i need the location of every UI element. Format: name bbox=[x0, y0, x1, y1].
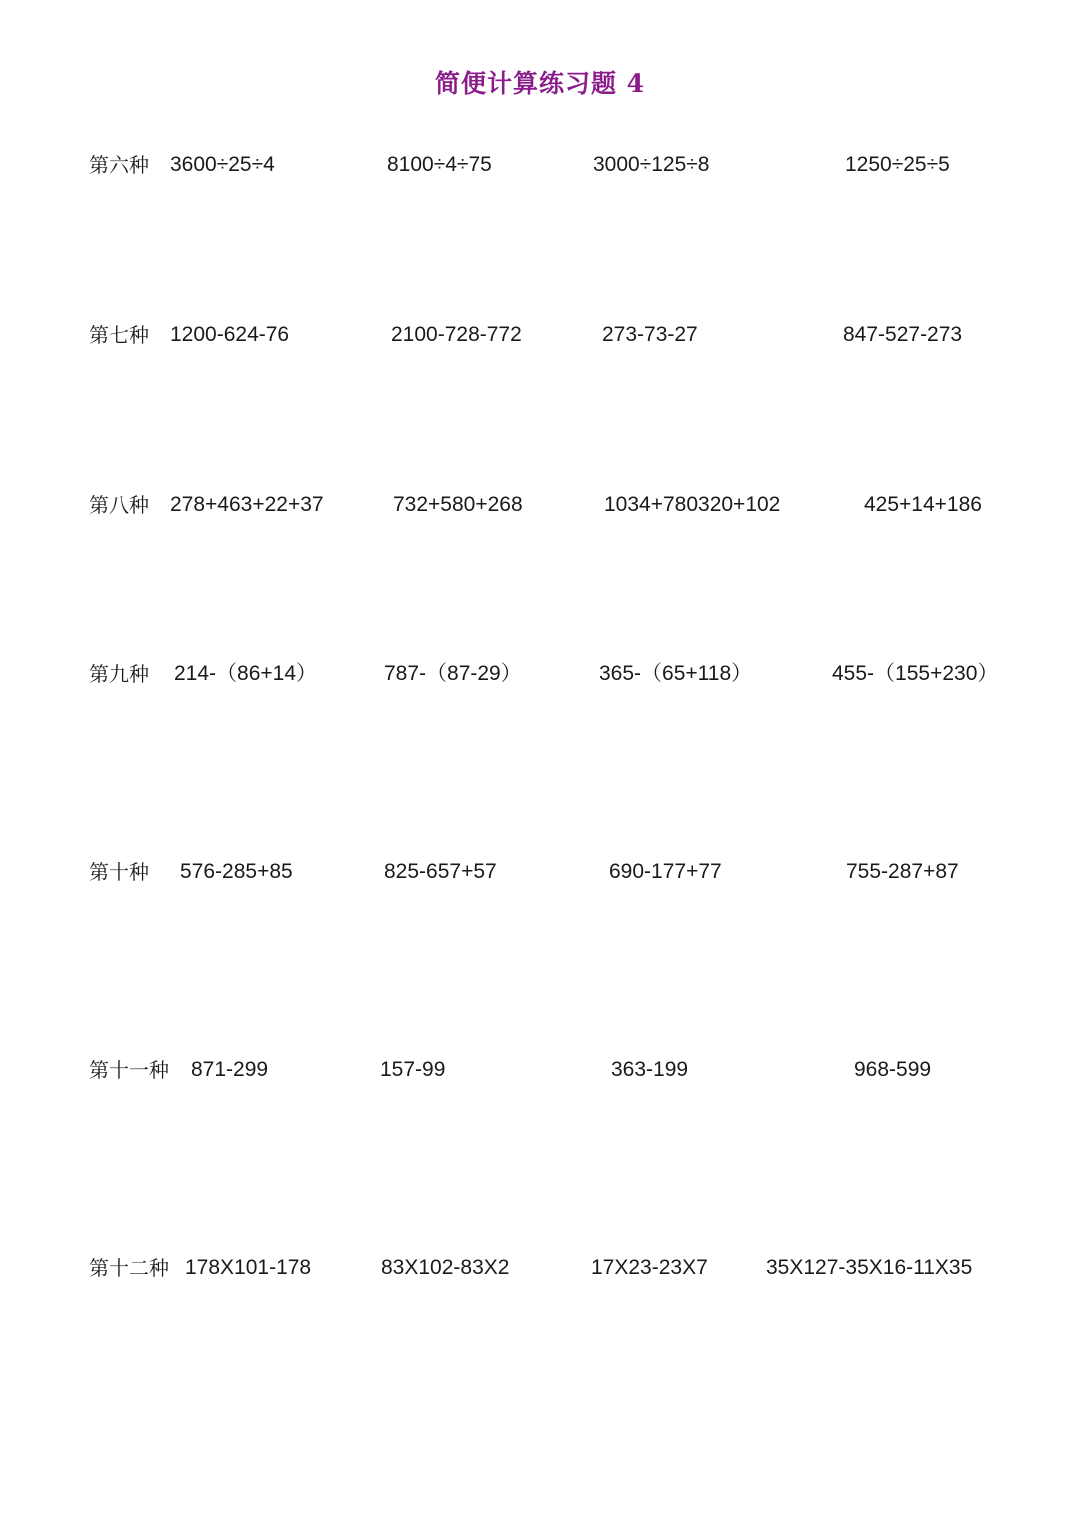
section-row bbox=[0, 659, 1080, 689]
problem: 755-287+87 bbox=[846, 860, 959, 883]
problem: 363-199 bbox=[611, 1058, 689, 1081]
section-row bbox=[0, 1055, 1080, 1085]
problem: 787-（87-29） bbox=[384, 662, 522, 685]
problem: 35X127-35X16-11X35 bbox=[766, 1256, 973, 1279]
problem: 3600÷25÷4 bbox=[170, 153, 275, 176]
problem: 83X102-83X2 bbox=[381, 1256, 510, 1279]
problem: 1200-624-76 bbox=[170, 323, 290, 346]
section-label: 第六种 bbox=[89, 153, 149, 177]
section-label: 第十二种 bbox=[89, 1256, 169, 1280]
problem: 825-657+57 bbox=[384, 860, 497, 883]
problem: 157-99 bbox=[380, 1058, 446, 1081]
section-row bbox=[0, 150, 1080, 180]
section-label: 第八种 bbox=[89, 493, 149, 517]
problem: 847-527-273 bbox=[843, 323, 963, 346]
section-row bbox=[0, 857, 1080, 887]
problem: 455-（155+230） bbox=[832, 662, 999, 685]
problem: 576-285+85 bbox=[180, 860, 293, 883]
problem: 365-（65+118） bbox=[599, 662, 753, 685]
problem: 968-599 bbox=[854, 1058, 932, 1081]
problem: 1034+780320+102 bbox=[604, 493, 781, 516]
problem: 871-299 bbox=[191, 1058, 269, 1081]
problem: 1250÷25÷5 bbox=[845, 153, 950, 176]
problem: 425+14+186 bbox=[864, 493, 982, 516]
section-row bbox=[0, 1253, 1080, 1283]
problem: 8100÷4÷75 bbox=[387, 153, 492, 176]
problem: 278+463+22+37 bbox=[170, 493, 324, 516]
problem: 214-（86+14） bbox=[174, 662, 318, 685]
section-row bbox=[0, 490, 1080, 520]
section-label: 第七种 bbox=[89, 323, 149, 347]
page-title: 简便计算练习题 4 bbox=[434, 69, 646, 98]
problem: 690-177+77 bbox=[609, 860, 722, 883]
section-label: 第十种 bbox=[89, 860, 149, 884]
section-row bbox=[0, 320, 1080, 350]
problem: 17X23-23X7 bbox=[591, 1256, 708, 1279]
problem: 178X101-178 bbox=[185, 1256, 312, 1279]
problem: 732+580+268 bbox=[393, 493, 523, 516]
problem: 3000÷125÷8 bbox=[593, 153, 710, 176]
section-label: 第十一种 bbox=[89, 1058, 169, 1082]
problem: 273-73-27 bbox=[602, 323, 698, 346]
section-label: 第九种 bbox=[89, 662, 149, 686]
problem: 2100-728-772 bbox=[391, 323, 522, 346]
